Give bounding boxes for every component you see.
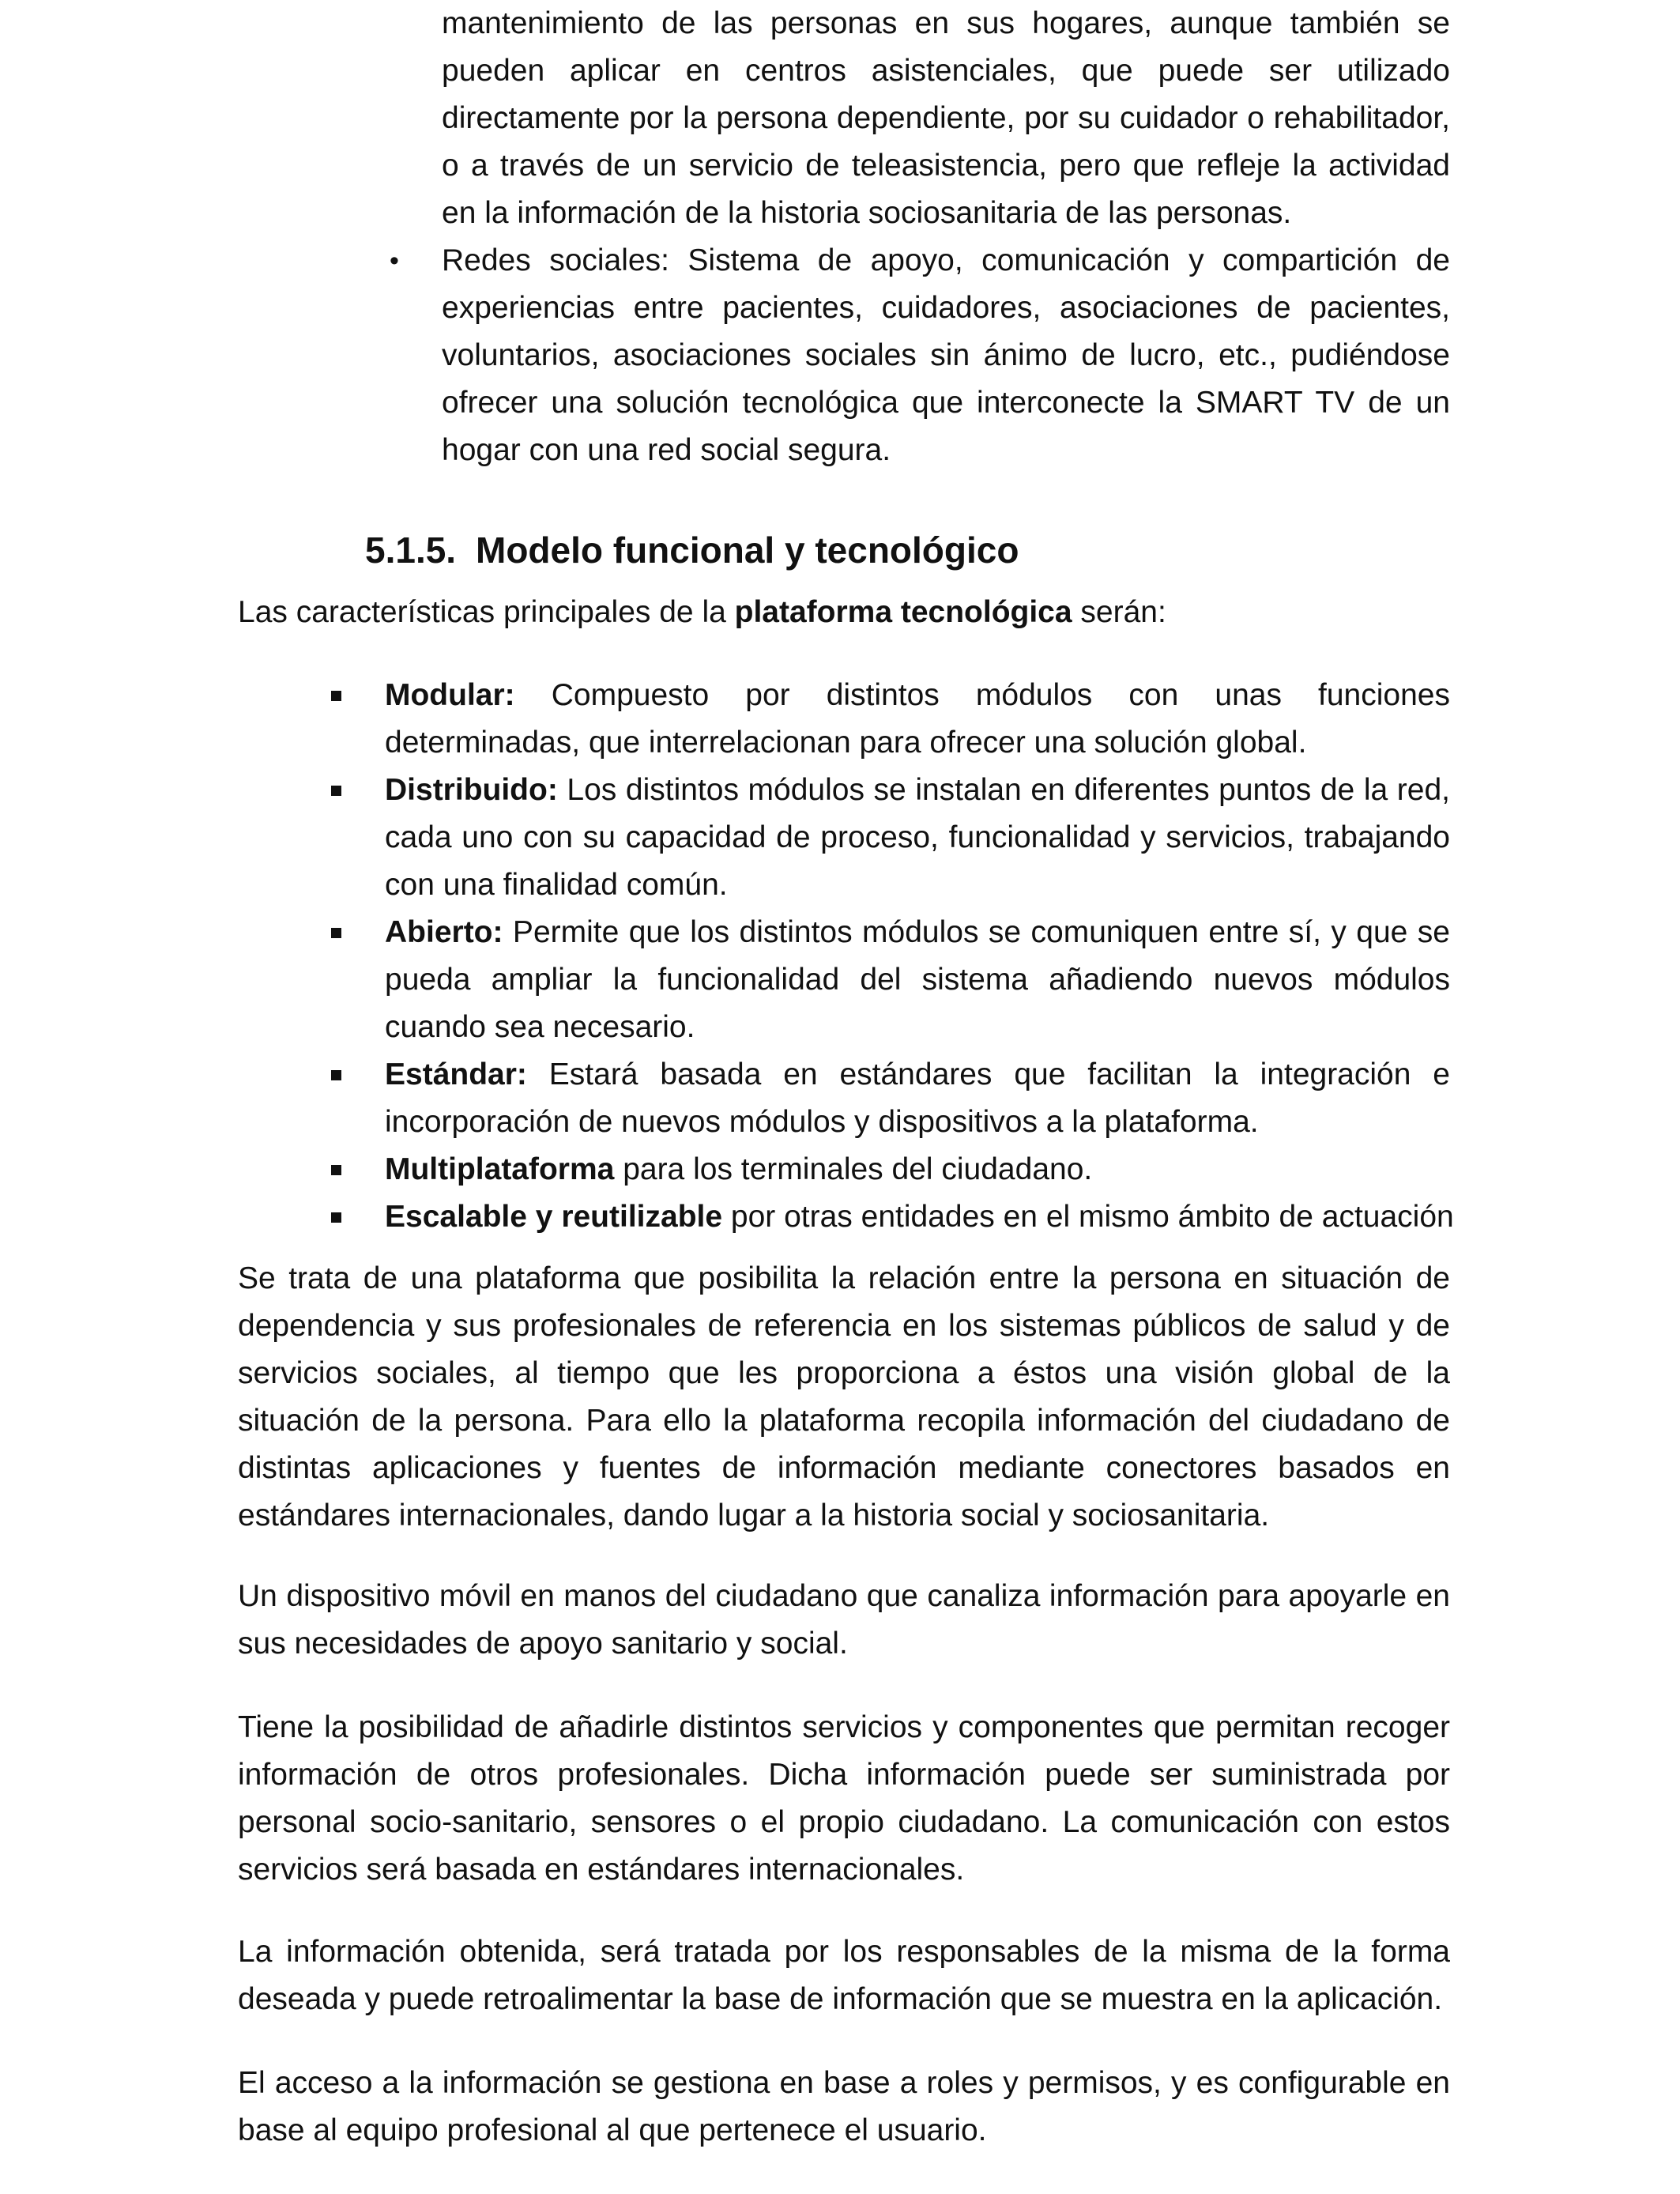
feature-text: Estará basada en estándares que facilitan la integración e incorporación de nuevos módulos y dispositivos a la plataforma. xyxy=(385,1057,1450,1139)
square-bullet-icon xyxy=(331,928,341,938)
intro-bold-term: plataforma tecnológica xyxy=(734,595,1072,629)
body-paragraph: Tiene la posibilidad de añadirle distintos servicios y componentes que permitan recoger información de otros profesionales. Dicha información puede ser suministrada por personal socio-sanitario, sensores o el propio ciudadano. La comunicación con estos servicios será basada en estándares internacionales. xyxy=(238,1710,1450,1887)
feature-item-multiplataforma xyxy=(385,1146,1450,1193)
body-paragraph: El acceso a la información se gestiona en base a roles y permisos, y es configurable en base al equipo profesional al que pertenece el usuario. xyxy=(238,2066,1450,2147)
feature-item-escalable xyxy=(385,1193,1454,1241)
body-paragraph: Un dispositivo móvil en manos del ciudadano que canaliza información para apoyarle en sus necesidades de apoyo sanitario y social. xyxy=(238,1579,1450,1661)
feature-text: Los distintos módulos se instalan en diferentes puntos de la red, cada uno con su capacidad de proceso, funcionalidad y servicios, trabajando con una finalidad común. xyxy=(385,773,1450,902)
intro-paragraph xyxy=(238,589,1450,636)
section-number: 5.1.5. xyxy=(365,530,457,571)
feature-item-distribuido xyxy=(385,767,1450,909)
feature-term: Multiplataforma xyxy=(385,1152,615,1186)
square-bullet-icon xyxy=(331,691,341,701)
body-paragraph: La información obtenida, será tratada por los responsables de la misma de la forma deseada y puede retroalimentar la base de información que se muestra en la aplicación. xyxy=(238,1935,1450,2016)
section-title: Modelo funcional y tecnológico xyxy=(476,530,1019,571)
bullet-dot-icon: • xyxy=(390,246,399,276)
feature-term: Escalable y reutilizable xyxy=(385,1200,723,1234)
feature-item-estandar xyxy=(385,1051,1450,1146)
intro-text-end: serán: xyxy=(1072,595,1166,629)
list-item xyxy=(442,0,1450,237)
feature-text: para los terminales del ciudadano. xyxy=(614,1152,1093,1186)
feature-text: por otras entidades en el mismo ámbito de actuación xyxy=(722,1200,1454,1234)
feature-list xyxy=(385,672,1454,1241)
square-bullet-icon xyxy=(331,1165,341,1175)
feature-text: Permite que los distintos módulos se comuniquen entre sí, y que se pueda ampliar la funcionalidad del sistema añadiendo nuevos módulos cuando sea necesario. xyxy=(385,915,1450,1044)
square-bullet-icon xyxy=(331,786,341,796)
body-paragraph: Se trata de una plataforma que posibilita la relación entre la persona en situación de dependencia y sus profesionales de referencia en los sistemas públicos de salud y de servicios sociales, al tiempo que les proporciona a éstos una visión global de la situación de la persona. Para ello la plataforma recopila información del ciudadano de distintas aplicaciones y fuentes de información mediante conectores basados en estándares internacionales, dando lugar a la historia social y sociosanitaria. xyxy=(238,1261,1450,1532)
square-bullet-icon xyxy=(331,1212,341,1223)
list-item xyxy=(390,237,1450,474)
top-bullet-list xyxy=(390,0,1450,474)
feature-item-abierto xyxy=(385,909,1450,1051)
square-bullet-icon xyxy=(331,1070,341,1080)
feature-term: Estándar: xyxy=(385,1057,527,1091)
feature-term: Distribuido: xyxy=(385,773,558,807)
list-item-text: Redes sociales: Sistema de apoyo, comunicación y compartición de experiencias entre pacientes, cuidadores, asociaciones de pacientes, voluntarios, asociaciones sociales sin ánimo de lucro, etc., pudiéndose ofrecer una solución tecnológica que interconecte la SMART TV de un hogar con una red social segura. xyxy=(442,243,1450,467)
feature-term: Abierto: xyxy=(385,915,503,949)
feature-item-modular xyxy=(385,672,1450,767)
intro-text: Las características principales de la xyxy=(238,595,735,629)
section-heading xyxy=(365,525,1019,575)
feature-term: Modular: xyxy=(385,678,515,712)
feature-text: Compuesto por distintos módulos con unas funciones determinadas, que interrelacionan para ofrecer una solución global. xyxy=(385,678,1450,760)
list-item-text: mantenimiento de las personas en sus hogares, aunque también se pueden aplicar en centros asistenciales, que puede ser utilizado directamente por la persona dependiente, por su cuidador o rehabilitador, o a través de un servicio de teleasistencia, pero que refleje la actividad en la información de la historia sociosanitaria de las personas. xyxy=(442,6,1450,230)
